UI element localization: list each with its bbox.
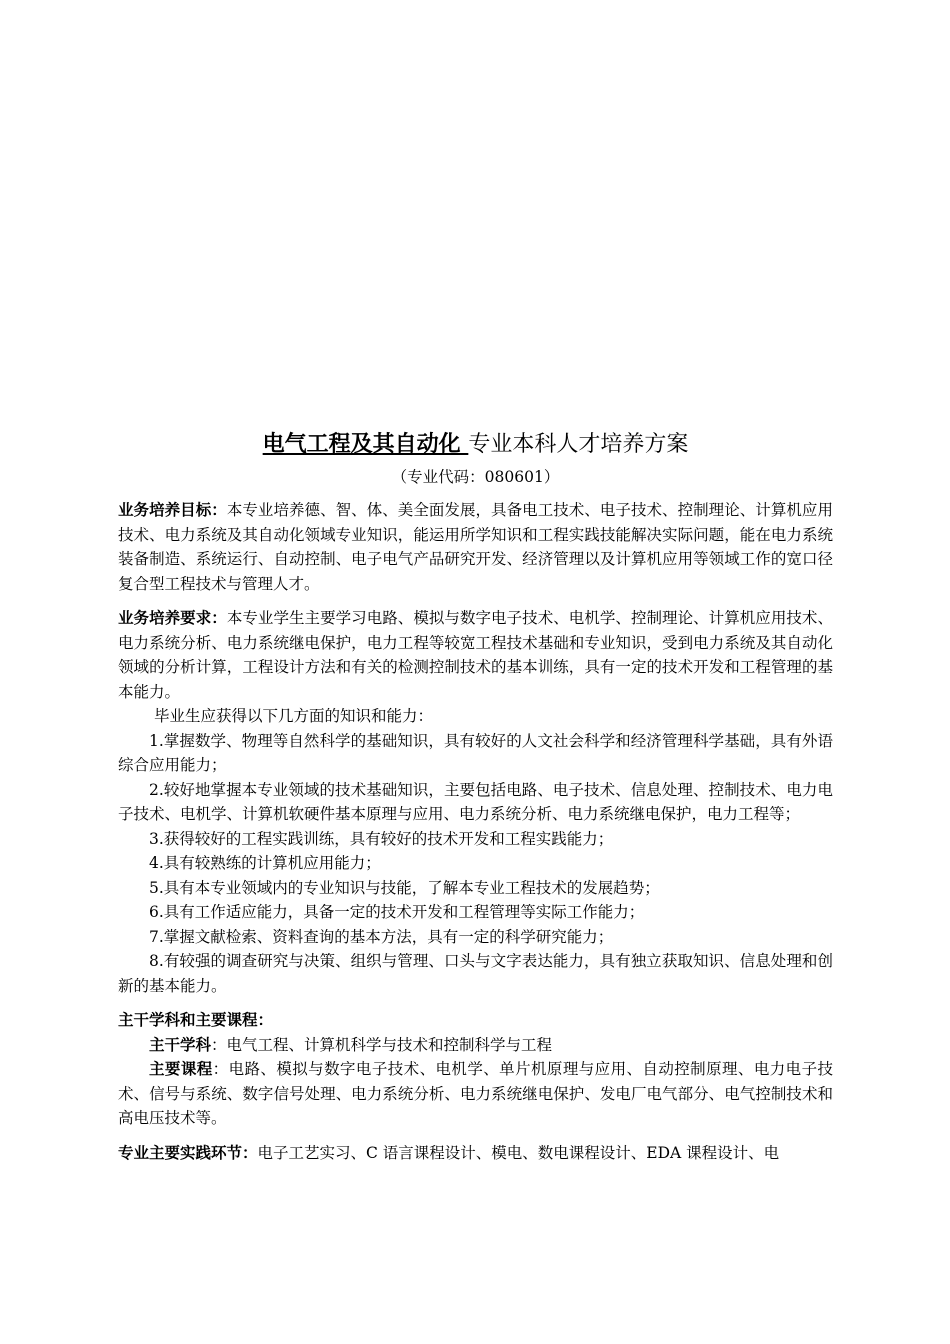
major-code: （专业代码：080601） <box>391 468 560 486</box>
training-requirement-label: 业务培养要求： <box>118 609 227 627</box>
training-requirement-paragraph <box>118 606 833 704</box>
main-disciplines-text: ：电气工程、计算机科学与技术和控制科学与工程 <box>211 1035 553 1054</box>
ability-item: 3.获得较好的工程实践训练，具有较好的技术开发和工程实践能力； <box>149 829 614 848</box>
training-goal-text: 本专业培养德、智、体、美全面发展，具备电工技术、电子技术、控制理论、计算机应用技术、电力系统及其自动化领域专业知识，能运用所学知识和工程实践技能解决实际问题，能在电力系统装备制造、系统运行、自动控制、电子电气产品研究开发、经济管理以及计算机应用等领域工作的宽口径复合型工程技术与管理人才。 <box>118 501 833 593</box>
ability-item: 2.较好地掌握本专业领域的技术基础知识，主要包括电路、电子技术、信息处理、控制技术、电力电子技术、电机学、计算机软硬件基本原理与应用、电力系统分析、电力系统继电保护，电力工程等； <box>118 780 833 823</box>
training-goal-label: 业务培养目标： <box>118 501 227 519</box>
practice-label: 专业主要实践环节： <box>118 1143 258 1162</box>
major-name: 电气工程及其自动化 <box>262 432 469 457</box>
main-courses-label: 主要课程 <box>149 1060 213 1078</box>
document-page <box>118 428 833 1165</box>
main-disciplines-paragraph <box>118 1033 833 1058</box>
main-courses-paragraph <box>118 1057 833 1131</box>
document-title <box>118 428 833 462</box>
practice-text: 电子工艺实习、C 语言课程设计、模电、数电课程设计、EDA 课程设计、电 <box>257 1143 780 1162</box>
main-disciplines-label: 主干学科 <box>149 1035 212 1054</box>
main-courses-text: ：电路、模拟与数字电子技术、电机学、单片机原理与应用、自动控制原理、电力电子技术、信号与系统、数字信号处理、电力系统分析、电力系统继电保护、发电厂电气部分、电气控制技术和高电压技术等。 <box>118 1060 833 1127</box>
training-requirement-text: 本专业学生主要学习电路、模拟与数字电子技术、电机学、控制理论、计算机应用技术、电力系统分析、电力系统继电保护，电力工程等较宽工程技术基础和专业知识，受到电力系统及其自动化领域的分析计算，工程设计方法和有关的检测控制技术的基本训练，具有一定的技术开发和工程管理的基本能力。 <box>118 609 833 701</box>
ability-item: 1.掌握数学、物理等自然科学的基础知识，具有较好的人文社会科学和经济管理科学基础，具有外语综合应用能力； <box>118 731 833 774</box>
practice-paragraph <box>118 1141 833 1166</box>
courses-heading: 主干学科和主要课程： <box>118 1011 274 1029</box>
ability-item: 5.具有本专业领域内的专业知识与技能，了解本专业工程技术的发展趋势； <box>149 878 660 897</box>
ability-item: 8.有较强的调查研究与决策、组织与管理、口头与文字表达能力，具有独立获取知识、信息处理和创新的基本能力。 <box>118 952 833 995</box>
abilities-intro: 毕业生应获得以下几方面的知识和能力： <box>154 707 434 725</box>
training-goal-paragraph <box>118 498 833 596</box>
title-suffix: 专业本科人才培养方案 <box>468 432 689 457</box>
ability-item: 4.具有较熟练的计算机应用能力； <box>149 854 381 872</box>
ability-item: 7.掌握文献检索、资料查询的基本方法，具有一定的科学研究能力； <box>149 927 614 946</box>
ability-item: 6.具有工作适应能力，具备一定的技术开发和工程管理等实际工作能力； <box>149 903 645 921</box>
